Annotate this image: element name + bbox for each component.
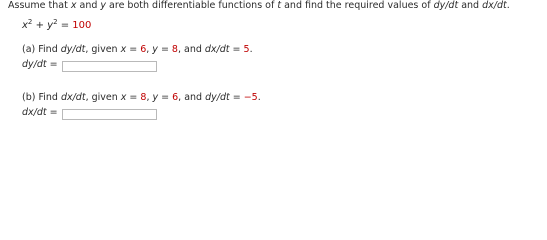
given-equation: $x^2 + y^2 = 100$: [22, 18, 92, 31]
part-b-question: (b) Find dx/dt, given x = 8, y = 6, and dy/dt = −5.: [22, 92, 261, 103]
variable-t: t: [277, 0, 282, 11]
problem-statement: Assume that x and y are both differentiable functions of t and find the required values of dy/dt and dx/dt.: [8, 0, 510, 11]
dxdt-term: dx/dt: [482, 0, 507, 11]
dydt-term: dy/dt: [433, 0, 459, 11]
variable-x: x: [70, 0, 77, 11]
exponent: 2: [27, 18, 33, 26]
given-y-value: 6: [172, 92, 179, 103]
exponent: 2: [53, 18, 58, 26]
equation-value: 100: [72, 20, 92, 31]
given-x-value: 8: [140, 92, 147, 103]
part-a-answer-label: dy/dt =: [22, 59, 58, 70]
given-y-value: 8: [171, 44, 178, 55]
part-a-question: (a) Find dy/dt, given x = 6, y = 8, and dx/dt = 5.: [22, 44, 253, 55]
given-rate-value: −5: [243, 92, 258, 103]
given-x-value: 6: [140, 44, 147, 55]
variable-y: y: [100, 0, 107, 11]
part-b-answer-label: dx/dt =: [22, 107, 58, 118]
part-a-answer-input[interactable]: [62, 61, 157, 72]
given-rate-value: 5: [243, 44, 250, 55]
part-b-answer-input[interactable]: [62, 109, 157, 120]
